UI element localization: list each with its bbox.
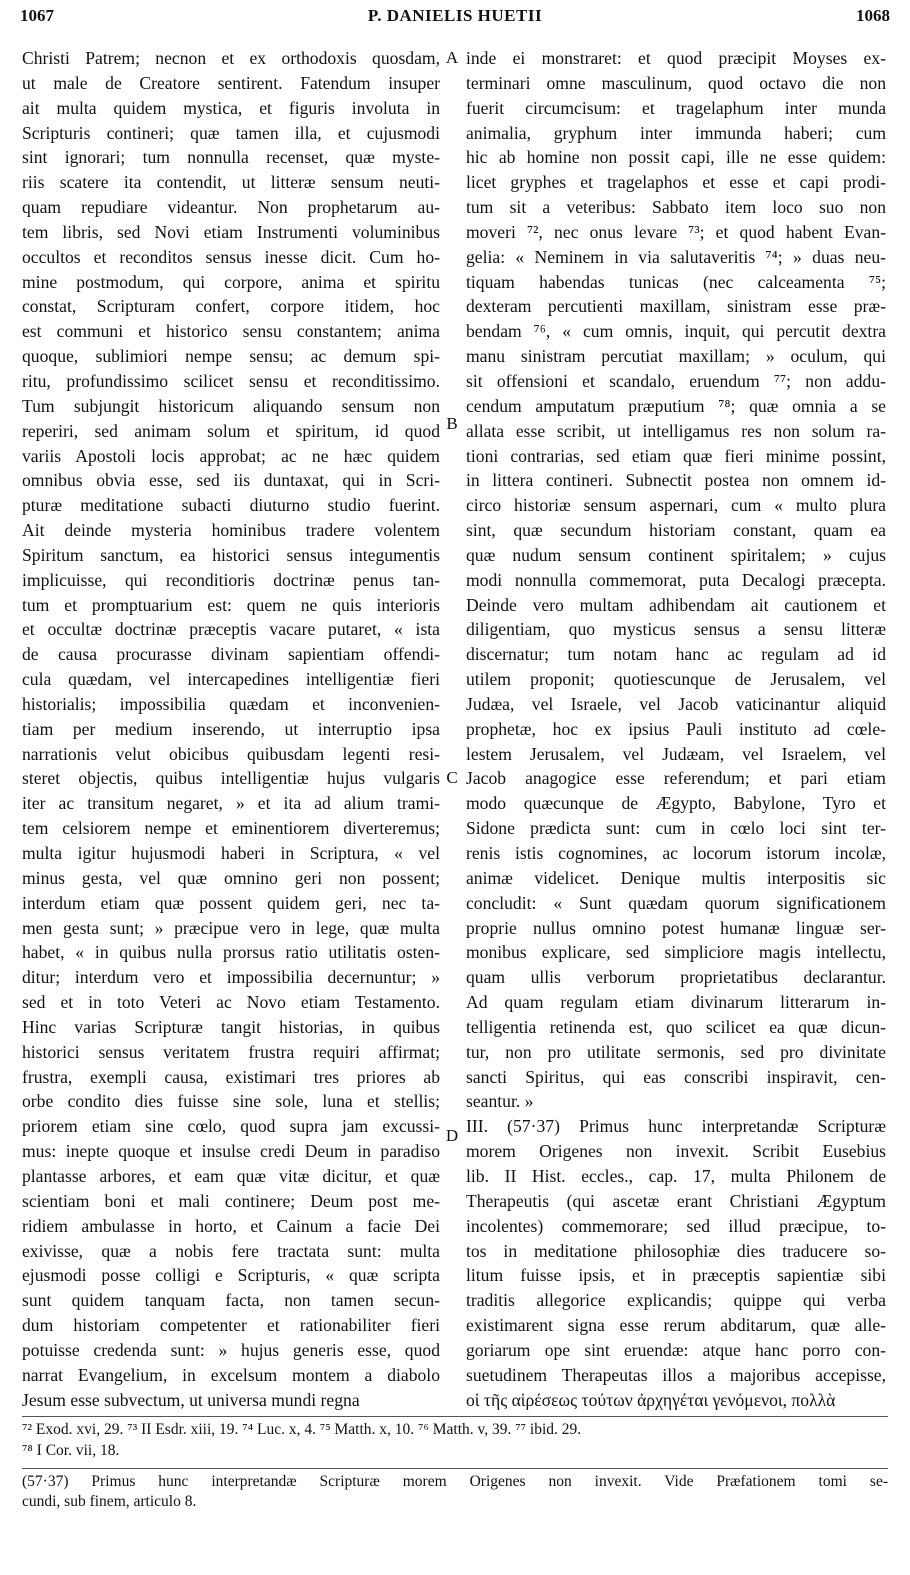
- text-line: Ad quam regulam etiam divinarum litterarum in-: [466, 992, 886, 1013]
- text-line: litum fuisse ipsis, et in præceptis sapientiæ sibi: [466, 1265, 886, 1286]
- text-line: constat, Scripturam confert, corpore itidem, hoc: [22, 296, 440, 317]
- text-line: scientiam boni et mali continere; Deum post me-: [22, 1190, 440, 1211]
- text-line: circo historiæ sensum aspernari, cum « multo plura: [466, 495, 886, 516]
- text-line: tioni contrarias, sed etiam quæ fieri minime possint,: [466, 445, 886, 466]
- text-line: tum sit a veteribus: Sabbato item loco suo non: [466, 197, 886, 218]
- text-line: quam repudiare videantur. Non prophetarum au-: [22, 197, 440, 218]
- text-line: Sidone prædicta sunt: cum in cœlo loci sint ter-: [466, 818, 886, 839]
- text-line: proprie nullus omnino potest humanæ linguæ ser-: [466, 917, 886, 938]
- text-line: Judæa, vel Israele, vel Jacob vaticinantur aliquid: [466, 693, 886, 714]
- text-line: priorem etiam sine cœlo, quod supra jam excussi-: [22, 1116, 440, 1137]
- text-line: tiam per medium inserendo, ut interruptio ipsa: [22, 718, 440, 739]
- text-line: suetudinem Therapeutas illos a majoribus accepisse,: [466, 1364, 886, 1385]
- text-line: tum et promptuarium est: quem ne quis interioris: [22, 594, 440, 615]
- text-line: plantasse arbores, et eam quæ vitæ dicitur, et quæ: [22, 1165, 440, 1186]
- text-line: quam ullis verborum proprietatibus declarantur.: [466, 967, 886, 988]
- text-line: Tum subjungit historicum aliquando sensum non: [22, 395, 440, 416]
- text-line: sancti Spiritus, qui eas conscribi inspiravit, cen-: [466, 1066, 886, 1087]
- text-line: traditis allegorice explicandis; quippe qui verba: [466, 1290, 886, 1311]
- text-line: III. (57·37) Primus hunc interpretandæ Scripturæ: [466, 1116, 886, 1137]
- text-line: steret objectis, quibus intelligentiæ hujus vulgaris: [22, 768, 440, 789]
- text-line: lestem Jerusalem, vel Judæam, vel Israelem, vel: [466, 743, 886, 764]
- text-line: prophetæ, hoc ex ipsius Pauli instituto ad cœle-: [466, 718, 886, 739]
- text-line: pturæ meditatione subacti diuturno studio fuerint.: [22, 495, 440, 516]
- text-line: est communi et historico sensu constantem; anima: [22, 321, 440, 342]
- text-line: sint, quæ secundum historiam constant, quam ea: [466, 520, 886, 541]
- text-line: tem celsiorem nempe et eminentiorem diverteremus;: [22, 818, 440, 839]
- text-line: cendum amputatum præputium ⁷⁸; quæ omnia a se: [466, 395, 886, 416]
- text-line: potuisse credenda sunt: » hujus generis esse, quod: [22, 1339, 440, 1360]
- text-line: narrationis velut obicibus quibusdam legenti resi-: [22, 743, 440, 764]
- text-line: monibus explicare, sed simpliciore magis intellectu,: [466, 942, 886, 963]
- text-line: cula quædam, vel intercapedines intelligentiæ fieri: [22, 669, 440, 690]
- left-column: [22, 46, 440, 1412]
- text-line: in littera contineri. Subnectit postea non omnem id-: [466, 470, 886, 491]
- text-line: hic ab homine non possit capi, ille ne esse quidem:: [466, 147, 886, 168]
- text-line: Therapeutis (qui ascetæ erant Christiani Ægyptum: [466, 1190, 886, 1211]
- text-line: diligentiam, quo mysticus sensus a sensu litteræ: [466, 619, 886, 640]
- text-line: ridiem ambulasse in horto, et Cainum a facie Dei: [22, 1215, 440, 1236]
- running-title: P. DANIELIS HUETII: [367, 6, 543, 25]
- margin-letter-b: B: [446, 414, 458, 433]
- text-line: sed et in toto Veteri ac Novo etiam Testamento.: [22, 992, 440, 1013]
- text-line: Jesum esse subvectum, ut universa mundi regna: [22, 1389, 360, 1410]
- text-line: utilem proponit; quotiescunque de Jerusalem, vel: [466, 669, 886, 690]
- text-line: bendam ⁷⁶, « cum omnis, inquit, qui percutit dextra: [466, 321, 886, 342]
- footnote-line: ⁷⁸ I Cor. vii, 18.: [22, 1442, 120, 1459]
- text-line: quæ nudum sensum continent spiritalem; » cujus: [466, 544, 886, 565]
- page-number-right: 1068: [856, 6, 890, 25]
- editor-note-line: (57·37) Primus hunc interpretandæ Scripturæ morem Origenes non invexit. Vide Præfationem tomi se-: [22, 1473, 888, 1490]
- text-line: sunt quidem tanquam facta, non tamen secun-: [22, 1290, 440, 1311]
- text-line: incolentes) commemorare; sed illud præcipue, to-: [466, 1215, 886, 1236]
- text-line: variis Apostoli locis approbat; ac ne hæc quidem: [22, 445, 440, 466]
- text-line: narrat Evangelium, in excelsum montem a diabolo: [22, 1364, 440, 1385]
- text-line: concludit: « Sunt quædam quorum significationem: [466, 892, 886, 913]
- text-line: licet gryphes et tragelaphos et esse et capi prodi-: [466, 172, 886, 193]
- note-rule: [22, 1468, 888, 1469]
- text-line: historici sensus veritatem frustra requiri affirmat;: [22, 1041, 440, 1062]
- text-line: animæ videlicet. Denique multis interpositis sic: [466, 867, 886, 888]
- text-line: fuerit circumcisum: et tragelaphum inter munda: [466, 97, 886, 118]
- text-line: reperiri, sed animam solum et spiritum, id quod: [22, 420, 440, 441]
- text-line: omnibus obvia esse, sed iis duntaxat, qui in Scri-: [22, 470, 440, 491]
- text-line: historialis; impossibilia quædam et inconvenien-: [22, 693, 440, 714]
- text-line: ditur; interdum vero et impossibilia decernuntur; »: [22, 967, 440, 988]
- text-line: moveri ⁷², nec onus levare ⁷³; et quod habent Evan-: [466, 221, 886, 242]
- text-line: quoque, sublimiori nempe sensu; ac demum spi-: [22, 346, 440, 367]
- text-line: occultos et reconditos sensus inesse dicit. Cum ho-: [22, 246, 440, 267]
- text-line: existimarent signa esse rerum abditarum, quæ alle-: [466, 1315, 886, 1336]
- text-line: modi nonnulla commemorat, puta Decalogi præcepta.: [466, 569, 886, 590]
- text-line: multa igitur hujusmodi haberi in Scriptura, « vel: [22, 843, 440, 863]
- text-line: goriarum ope sint eruendæ: atque hanc porro con-: [466, 1339, 886, 1360]
- text-line: dexteram percutienti maxillam, sinistram esse præ-: [466, 296, 886, 317]
- page-header: [20, 4, 890, 34]
- text-line: ut male de Creatore sentirent. Fatendum insuper: [22, 72, 440, 93]
- text-line: Ait deinde mysteria hominibus tradere volentem: [22, 520, 440, 541]
- text-line: mine postmodum, qui corpore, anima et spiritu: [22, 271, 440, 292]
- footnote-line: ⁷² Exod. xvi, 29. ⁷³ II Esdr. xiii, 19. ⁷⁴ Luc. x, 4. ⁷⁵ Matth. x, 10. ⁷⁶ Matth. v, 39. ⁷⁷ ibid. 29.: [22, 1421, 582, 1438]
- right-column: [466, 46, 886, 1412]
- margin-letter-c: C: [446, 768, 458, 787]
- page-number-left: 1067: [20, 6, 54, 25]
- text-line: et occultæ doctrinæ præceptis vacare putaret, « ista: [22, 619, 440, 640]
- text-line: Scripturis contineri; quæ tamen illa, et cujusmodi: [22, 122, 440, 143]
- text-line: tiquam habendas tunicas (nec calceamenta ⁷⁵;: [466, 271, 886, 292]
- text-line: ait multa quidem mystica, et figuris involuta in: [22, 97, 440, 118]
- text-line: riis scatere ita contendit, ut litteræ sensum neuti-: [22, 172, 440, 193]
- text-line: sint ignorari; tum nonnulla recenset, quæ myste-: [22, 147, 440, 168]
- text-line: morem Origenes non invexit. Scribit Eusebius: [466, 1141, 886, 1162]
- text-line: minus gesta, vel quæ omnino geri non possent;: [22, 867, 440, 888]
- text-line: telligentia retinenda est, quo scilicet ea quæ dicun-: [466, 1016, 886, 1037]
- text-line: ritu, profundissimo scilicet sensu et reconditissimo.: [22, 370, 440, 391]
- text-line: tos in meditatione philosophiæ dies traducere so-: [466, 1240, 886, 1261]
- text-line: renis istis cognomines, ac locorum istorum incolæ,: [466, 843, 886, 863]
- editor-note-line: cundi, sub finem, articulo 8.: [22, 1493, 197, 1510]
- text-line: terminari omne masculinum, quod octavo die non: [466, 72, 886, 93]
- footnote-rule: [22, 1416, 888, 1417]
- text-line: implicuisse, qui reconditioris doctrinæ penus tan-: [22, 569, 440, 590]
- margin-letter-a: A: [445, 48, 459, 67]
- text-line: de causa procurasse divinam sapientiam offendi-: [22, 644, 440, 665]
- text-line: allata esse scribit, ut intelligamus res non solum ra-: [466, 420, 886, 441]
- text-line: sit offensioni et scandalo, eruendum ⁷⁷; non addu-: [466, 370, 886, 391]
- text-line: οἱ τῆς αἱρέσεως τούτων ἀρχηγέται γενόμενοι, πολλὰ: [466, 1389, 836, 1410]
- text-line: tem libris, sed Novi etiam Instrumenti voluminibus: [22, 221, 440, 242]
- text-line: men gesta sunt; » præcipue vero in lege, quæ multa: [22, 917, 440, 938]
- text-line: animalia, gryphum inter immunda haberi; cum: [466, 122, 886, 143]
- text-line: inde ei monstraret: et quod præcipit Moyses ex-: [466, 48, 886, 68]
- text-line: tur, non pro utilitate sermonis, sed pro divinitate: [466, 1041, 886, 1062]
- text-line: modo quæcunque de Ægypto, Babylone, Tyro et: [466, 793, 886, 814]
- text-line: Jacob anagogice esse referendum; et pari etiam: [466, 768, 886, 789]
- text-line: habet, « in quibus nulla prorsus ratio utilitatis osten-: [22, 942, 440, 963]
- text-line: iter ac transitum negaret, » et ita ad alium trami-: [22, 793, 440, 814]
- editor-note: [22, 1472, 888, 1512]
- text-line: lib. II Hist. eccles., cap. 17, multa Philonem de: [466, 1165, 886, 1186]
- text-line: seantur. »: [466, 1091, 534, 1112]
- text-line: exivisse, quæ a nobis fere tractata sunt: multa: [22, 1240, 440, 1261]
- text-line: dum historiam competenter et rationabiliter fieri: [22, 1315, 440, 1336]
- margin-letter-d: D: [445, 1126, 459, 1145]
- text-line: Spiritum sanctum, ea historici sensus integumentis: [22, 544, 440, 565]
- text-line: Christi Patrem; necnon et ex orthodoxis quosdam,: [22, 48, 440, 68]
- text-line: mus: inepte quoque et insulse credi Deum in paradiso: [22, 1141, 440, 1162]
- text-line: frustra, exempli causa, existimari tres priores ab: [22, 1066, 440, 1087]
- text-line: ejusmodi posse colligi e Scripturis, « quæ scripta: [22, 1265, 440, 1286]
- text-line: Hinc varias Scripturæ tangit historias, in quibus: [22, 1016, 440, 1037]
- text-line: discernatur; tum notam hanc ac regulam ad id: [466, 644, 886, 665]
- text-line: manu sinistram percutiat maxillam; » oculum, qui: [466, 346, 886, 367]
- text-line: interdum etiam quæ possent quidem geri, nec ta-: [22, 892, 440, 913]
- text-line: Deinde vero multam adhibendam ait cautionem et: [466, 594, 886, 615]
- text-line: orbe condito dies fuisse sine sole, luna et stellis;: [22, 1091, 440, 1112]
- text-line: gelia: « Neminem in via salutaveritis ⁷⁴; » duas neu-: [466, 246, 886, 267]
